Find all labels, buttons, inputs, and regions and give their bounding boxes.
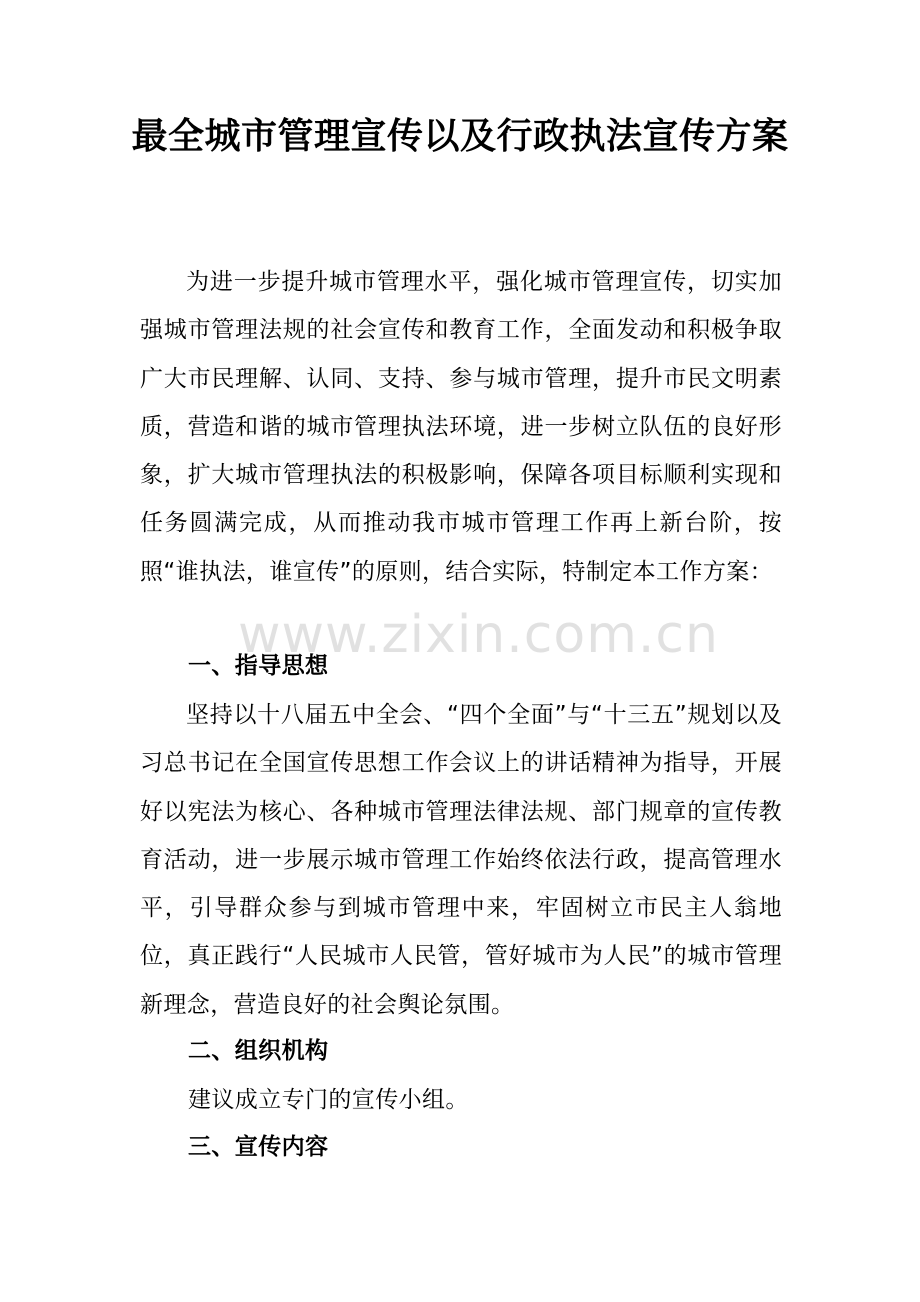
section-heading-organization: 二、组织机构 [188, 1038, 329, 1064]
watermark-text: www.zixin.com.cn [238, 605, 719, 665]
section-heading-guiding-ideology: 一、指导思想 [188, 653, 329, 679]
intro-paragraph: 为进一步提升城市管理水平，强化城市管理宣传，切实加强城市管理法规的社会宣传和教育工作，全面发动和积极争取广大市民理解、认同、支持、参与城市管理，提升市民文明素质，营造和谐的城市管理执法环境，进一步树立队伍的良好形象，扩大城市管理执法的积极影响，保障各项目标顺利实现和任务圆满完成，从而推动我市城市管理工作再上新台阶，按照“谁执法，谁宣传”的原则，结合实际，特制定本工作方案： [140, 269, 782, 585]
guiding-ideology-paragraph: 坚持以十八届五中全会、“四个全面”与“十三五”规划以及习总书记在全国宣传思想工作会议上的讲话精神为指导，开展好以宪法为核心、各种城市管理法律法规、部门规章的宣传教育活动，进一步展示城市管理工作始终依法行政，提高管理水平，引导群众参与到城市管理中来，牢固树立市民主人翁地位，真正践行“人民城市人民管，管好城市为人民”的城市管理新理念，营造良好的社会舆论氛围。 [140, 702, 782, 1018]
document-title: 最全城市管理宣传以及行政执法宣传方案 [131, 115, 789, 157]
organization-paragraph: 建议成立专门的宣传小组。 [188, 1087, 469, 1113]
section-heading-content: 三、宣传内容 [188, 1134, 329, 1160]
